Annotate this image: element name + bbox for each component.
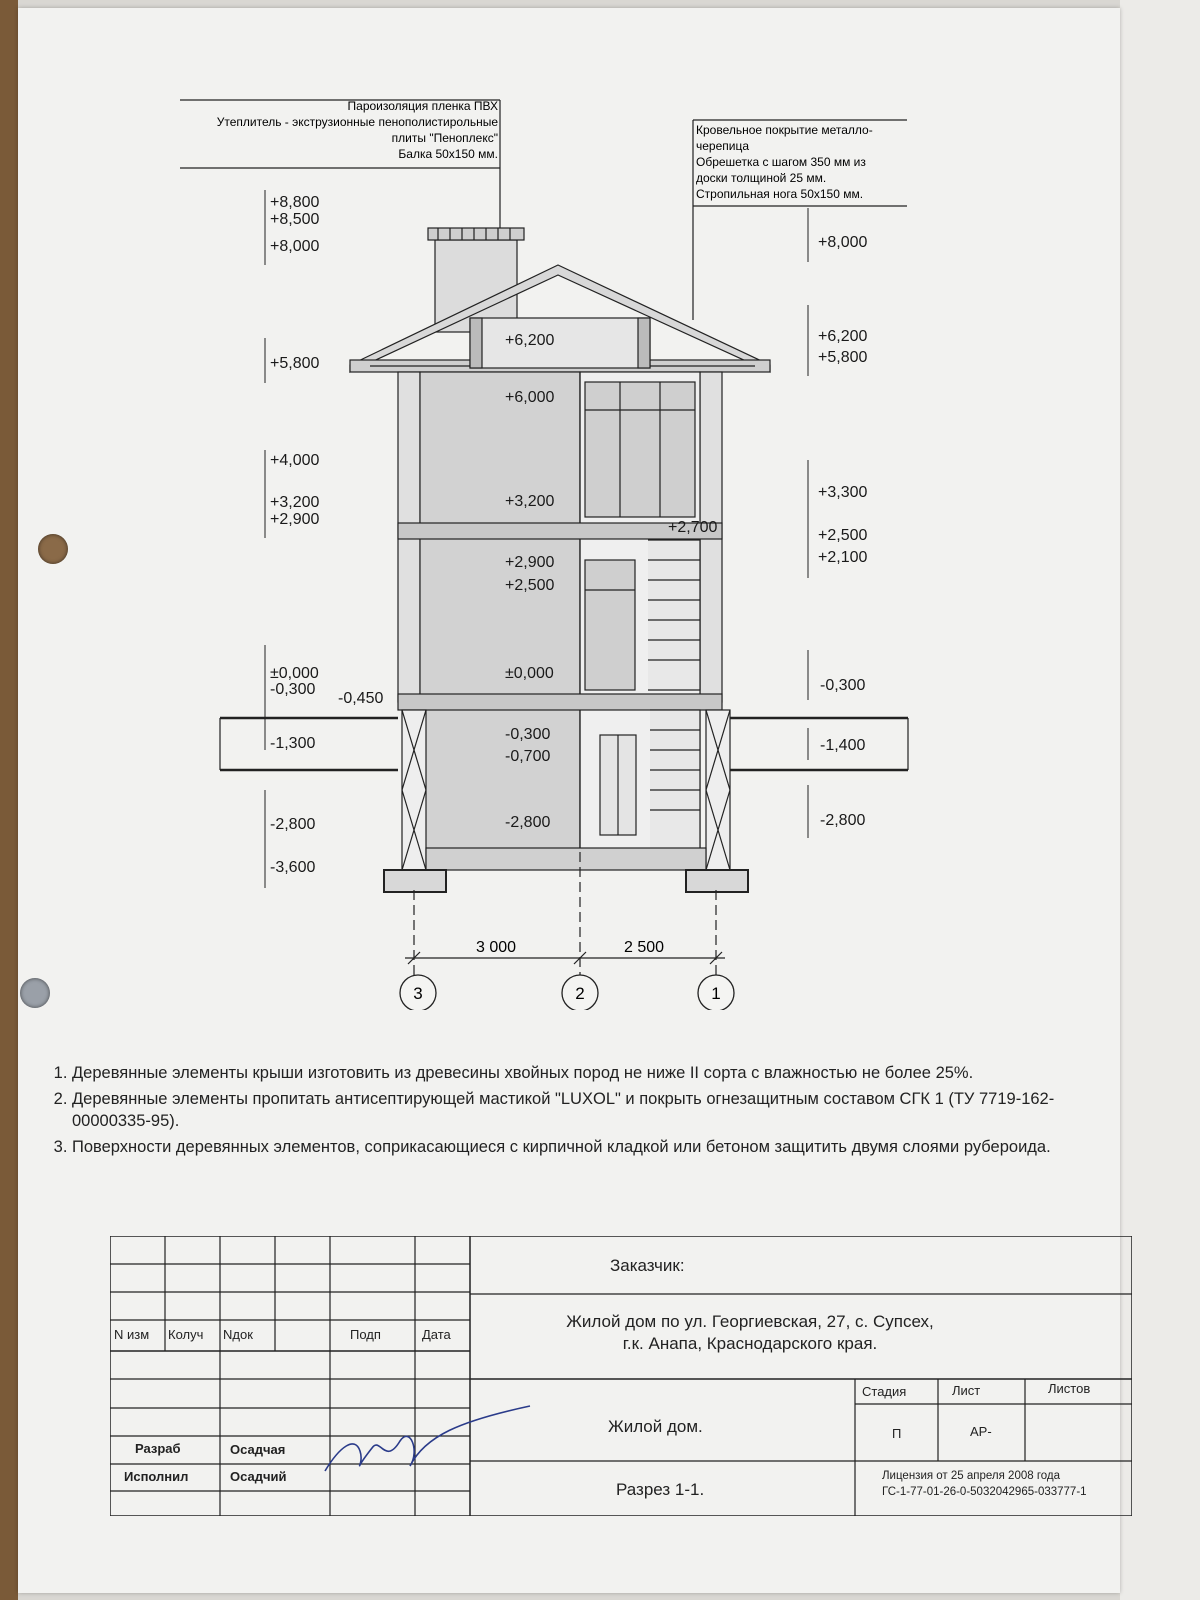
project-line-2: г.к. Анапа, Краснодарского края. — [622, 1334, 878, 1353]
sheets-header: Листов — [1048, 1381, 1091, 1396]
callout-left-2: Утеплитель - экструзионные пенополистирольные — [216, 115, 498, 129]
level-left-0000: ±0,000 — [270, 665, 319, 682]
level-right-minus-2800: -2,800 — [820, 812, 866, 829]
axis-3: 3 — [413, 984, 423, 1003]
span-3000: 3 000 — [476, 939, 517, 956]
col-header-koluch: Колуч — [168, 1327, 204, 1342]
level-left-minus-0300: -0,300 — [270, 681, 316, 698]
callout-left-4: Балка 50х150 мм. — [398, 147, 498, 161]
level-center-2500: +2,500 — [505, 577, 555, 594]
callout-right-5: Стропильная нога 50х150 мм. — [696, 187, 864, 201]
callout-right-3: Обрешетка с шагом 350 мм из — [696, 155, 866, 169]
sheet-header: Лист — [952, 1383, 981, 1398]
level-left-minus-2800: -2,800 — [270, 816, 316, 833]
level-center-minus-0300: -0,300 — [505, 726, 551, 743]
level-left-minus-1300: -1,300 — [270, 735, 316, 752]
project-line-1: Жилой дом по ул. Георгиевская, 27, с. Супсех, — [566, 1312, 934, 1331]
level-center-2700: +2,700 — [668, 519, 718, 536]
level-left-8800: +8,800 — [270, 194, 320, 211]
span-2500: 2 500 — [624, 939, 665, 956]
note-3: 3. Поверхности деревянных элементов, соприкасающиеся с кирпичной кладкой или бетоном защитить двумя слоями рубероида. — [72, 1136, 1120, 1158]
callout-left-1: Пароизоляция пленка ПВХ — [347, 99, 498, 113]
level-center-3200: +3,200 — [505, 493, 555, 510]
col-header-podp: Подп — [350, 1327, 381, 1342]
name-razrab: Осадчая — [230, 1442, 286, 1457]
level-left-4000: +4,000 — [270, 452, 320, 469]
level-center-minus-2800: -2,800 — [505, 814, 551, 831]
role-razrab: Разраб — [135, 1441, 181, 1456]
level-center-minus-0700: -0,700 — [505, 748, 551, 765]
level-left-5800: +5,800 — [270, 355, 320, 372]
callout-right-4: доски толщиной 25 мм. — [696, 171, 827, 185]
title-block — [110, 1236, 1132, 1516]
level-center-6200: +6,200 — [505, 332, 555, 349]
customer-label: Заказчик: — [610, 1256, 685, 1275]
license-line-1: Лицензия от 25 апреля 2008 года — [882, 1470, 1061, 1482]
level-right-minus-1400: -1,400 — [820, 737, 866, 754]
level-left-minus-3600: -3,600 — [270, 859, 316, 876]
note-1: 1. Деревянные элементы крыши изготовить из древесины хвойных пород не ниже II сорта с влажностью не более 25%. — [72, 1062, 1120, 1084]
stage-value: П — [892, 1426, 902, 1441]
col-header-data: Дата — [422, 1327, 451, 1342]
level-right-3300: +3,300 — [818, 484, 868, 501]
note-2: 2. Деревянные элементы пропитать антисептирующей мастикой "LUXOL" и покрыть огнезащитным составом СГК 1 (ТУ 7719-162-00000335-95). — [72, 1088, 1120, 1132]
name-ispolnil: Осадчий — [230, 1469, 287, 1484]
level-right-5800: +5,800 — [818, 349, 868, 366]
axis-1: 1 — [711, 984, 721, 1003]
callout-right-2: черепица — [696, 139, 750, 153]
stage-header: Стадия — [862, 1384, 907, 1399]
sheet-value: АР- — [970, 1424, 992, 1439]
level-center-6000: +6,000 — [505, 389, 555, 406]
level-right-6200: +6,200 — [818, 328, 868, 345]
callout-left-3: плиты "Пеноплекс" — [391, 131, 498, 145]
level-left-2900: +2,900 — [270, 511, 320, 528]
general-notes — [50, 1062, 1120, 1162]
role-ispolnil: Исполнил — [124, 1469, 189, 1484]
level-left-3200: +3,200 — [270, 494, 320, 511]
axis-2: 2 — [575, 984, 585, 1003]
level-right-2100: +2,100 — [818, 549, 868, 566]
col-header-izm: N изм — [114, 1327, 150, 1342]
sheet-title: Разрез 1-1. — [616, 1480, 705, 1499]
level-right-8000: +8,000 — [818, 234, 868, 251]
level-right-minus-0300: -0,300 — [820, 677, 866, 694]
level-center-2900: +2,900 — [505, 554, 555, 571]
level-left-8000: +8,000 — [270, 238, 320, 255]
object-name: Жилой дом. — [608, 1417, 703, 1436]
license-line-2: ГС-1-77-01-26-0-5032042965-033777-1 — [882, 1486, 1087, 1498]
level-right-2500: +2,500 — [818, 527, 868, 544]
level-left-minus-0450: -0,450 — [338, 690, 384, 707]
col-header-ndok: Nдок — [223, 1327, 253, 1342]
callout-right-1: Кровельное покрытие металло- — [696, 123, 873, 137]
level-center-0000: ±0,000 — [505, 665, 554, 682]
level-left-8500: +8,500 — [270, 211, 320, 228]
